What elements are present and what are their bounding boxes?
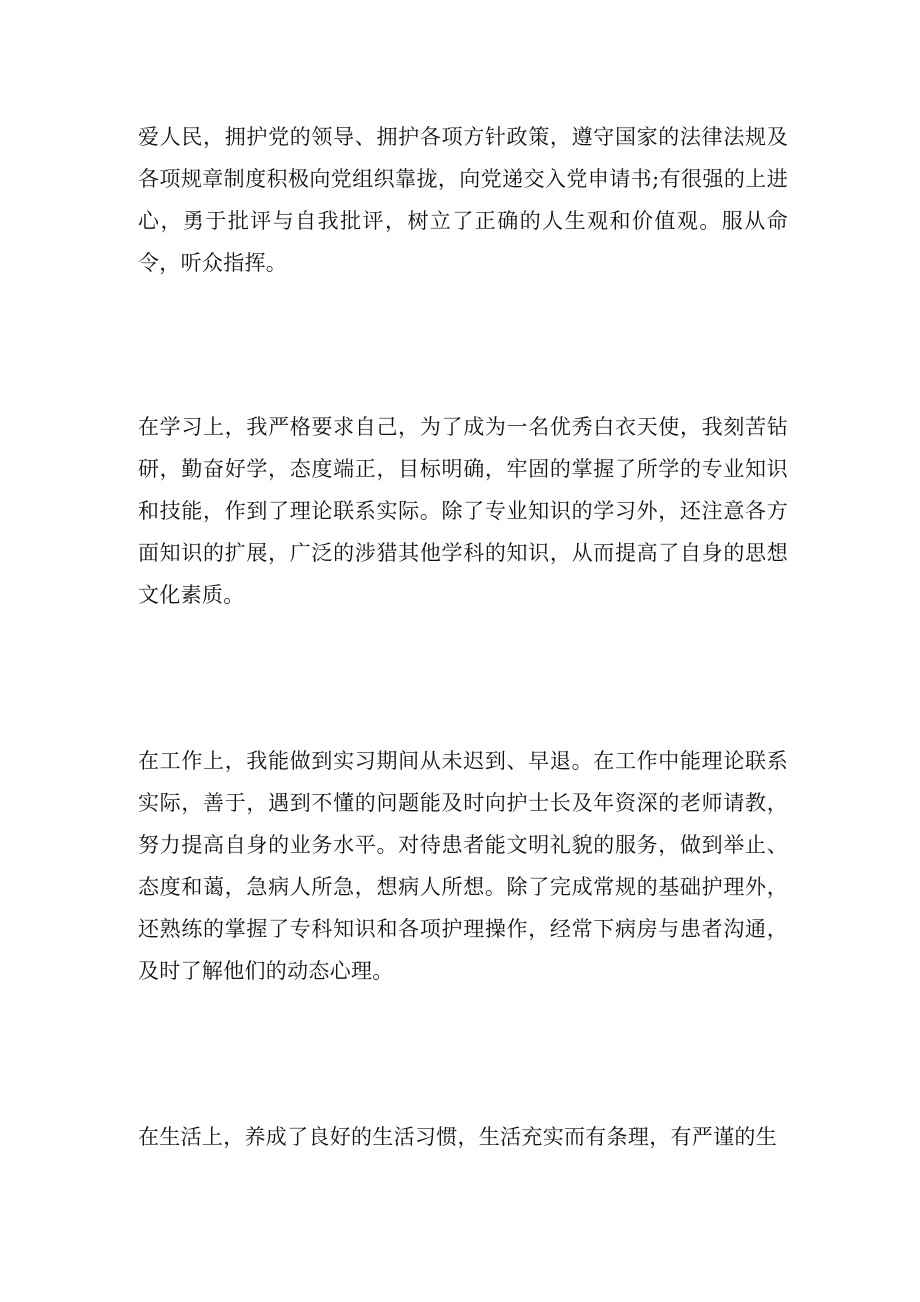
paragraph-political: 爱人民，拥护党的领导、拥护各项方针政策，遵守国家的法律法规及各项规章制度积极向党组织靠拢，向党递交入党申请书;有很强的上进心，勇于批评与自我批评，树立了正确的人生观和价值观。服从命令，听众指挥。 xyxy=(138,125,788,275)
paragraph-life: 在生活上，养成了良好的生活习惯，生活充实而有条理，有严谨的生 xyxy=(138,1125,777,1149)
paragraph-work: 在工作上，我能做到实习期间从未迟到、早退。在工作中能理论联系实际，善于，遇到不懂的问题能及时向护士长及年资深的老师请教，努力提高自身的业务水平。对待患者能文明礼貌的服务，做到举止、态度和蔼，急病人所急，想病人所想。除了完成常规的基础护理外，还熟练的掌握了专科知识和各项护理操作，经常下病房与患者沟通，及时了解他们的动态心理。 xyxy=(138,749,788,983)
paragraph-study: 在学习上，我严格要求自己，为了成为一名优秀白衣天使，我刻苦钻研，勤奋好学，态度端正，目标明确，牢固的掌握了所学的专业知识和技能，作到了理论联系实际。除了专业知识的学习外，还注意各方面知识的扩展，广泛的涉猎其他学科的知识，从而提高了自身的思想文化素质。 xyxy=(138,415,788,607)
